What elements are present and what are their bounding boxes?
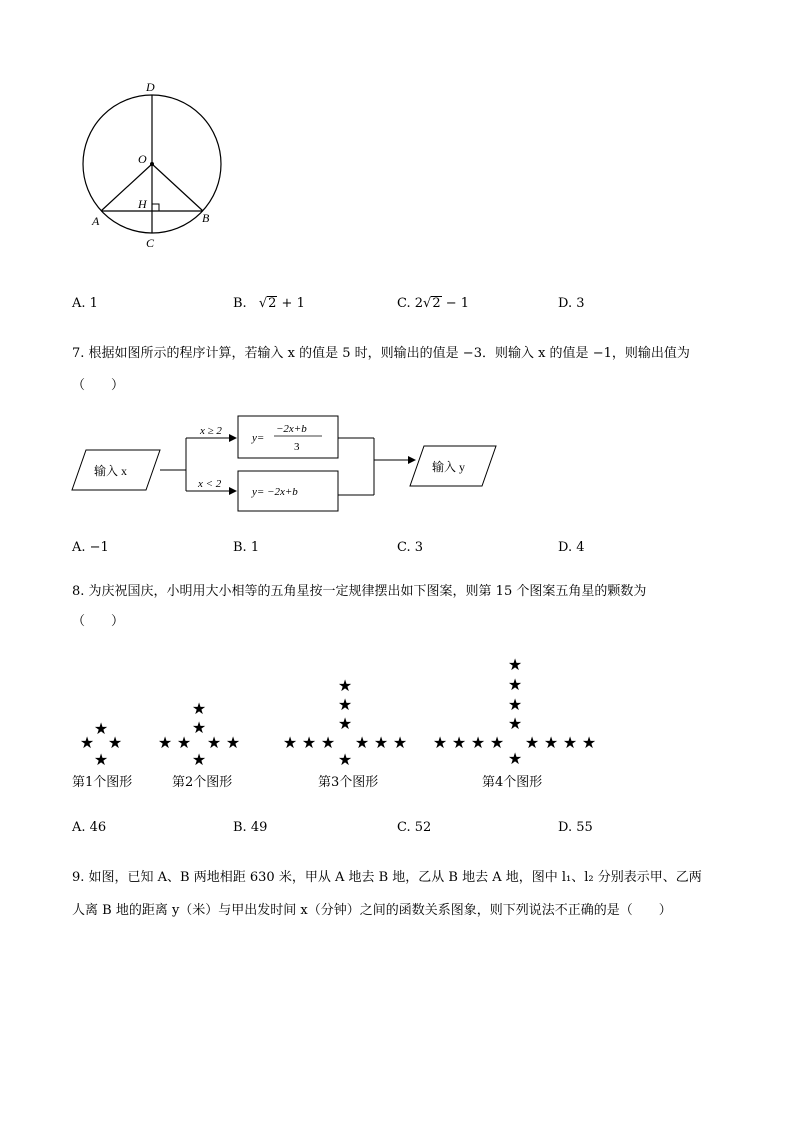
star: ★	[301, 733, 317, 752]
q9-stem-line1: 9. 如图，已知 A、B 两地相距 630 米，甲从 A 地去 B 地，乙从 B 地去 A 地，图中 l₁、l₂ 分别表示甲、乙两	[72, 870, 702, 885]
q6-option-c-suffix: − 1	[445, 296, 470, 311]
star: ★	[373, 733, 389, 752]
q8-option-c[interactable]: C. 52	[397, 820, 432, 835]
label-o: O	[138, 152, 147, 166]
q6-option-b-prefix: B.	[233, 296, 247, 311]
star: ★	[507, 749, 523, 768]
q7-flowchart	[70, 410, 510, 520]
star: ★	[225, 733, 241, 752]
star: ★	[562, 733, 578, 752]
star: ★	[191, 699, 207, 718]
right-angle-mark	[152, 204, 159, 211]
caption-pattern-1: 第1个图形	[72, 775, 133, 790]
star: ★	[507, 675, 523, 694]
star: ★	[489, 733, 505, 752]
input-x-label: 输入 x	[94, 464, 128, 478]
q9-stem-line2: 人离 B 地的距离 y（米）与甲出发时间 x（分钟）之间的函数关系图象，则下列说法不正确的是（ ）	[72, 903, 672, 918]
star: ★	[191, 718, 207, 737]
q6-option-b[interactable]: B. √2 + 1	[233, 296, 305, 311]
star: ★	[93, 719, 109, 738]
label-b: B	[202, 211, 210, 225]
output-y-label: 输入 y	[432, 460, 466, 474]
caption-pattern-4: 第4个图形	[482, 775, 543, 790]
condition-top: x ≥ 2	[200, 425, 222, 437]
label-d: D	[146, 80, 155, 94]
q8-option-b[interactable]: B. 49	[233, 820, 268, 835]
star: ★	[392, 733, 408, 752]
formula-top-numerator: −2x+b	[276, 423, 307, 435]
star: ★	[354, 733, 370, 752]
star: ★	[581, 733, 597, 752]
q6-option-c[interactable]: C. 2√2 − 1	[397, 296, 470, 311]
q6-option-a[interactable]: A. 1	[72, 296, 98, 311]
caption-pattern-2: 第2个图形	[172, 775, 233, 790]
label-c: C	[146, 236, 155, 250]
q6-option-d[interactable]: D. 3	[558, 296, 585, 311]
q6-option-b-suffix: + 1	[281, 296, 305, 311]
q7-option-c[interactable]: C. 3	[397, 540, 424, 555]
star: ★	[320, 733, 336, 752]
star: ★	[337, 750, 353, 769]
star: ★	[282, 733, 298, 752]
star: ★	[337, 714, 353, 733]
q7-option-b[interactable]: B. 1	[233, 540, 260, 555]
q8-stem-line2: （ ）	[72, 614, 125, 629]
q8-option-d[interactable]: D. 55	[558, 820, 593, 835]
star: ★	[524, 733, 540, 752]
formula-top-lhs: y=	[252, 432, 265, 444]
star: ★	[157, 733, 173, 752]
q7-option-d[interactable]: D. 4	[558, 540, 585, 555]
star: ★	[432, 733, 448, 752]
star: ★	[176, 733, 192, 752]
star: ★	[206, 733, 222, 752]
star: ★	[79, 733, 95, 752]
formula-top-denominator: 3	[294, 441, 300, 453]
q6-option-b-radicand: 2	[268, 296, 277, 311]
star: ★	[507, 714, 523, 733]
star: ★	[507, 695, 523, 714]
label-a: A	[92, 214, 100, 228]
center-point	[150, 162, 154, 166]
star: ★	[93, 750, 109, 769]
condition-bottom: x < 2	[198, 478, 222, 490]
star: ★	[337, 695, 353, 714]
formula-bottom: y= −2x+b	[252, 486, 298, 498]
star: ★	[543, 733, 559, 752]
caption-pattern-3: 第3个图形	[318, 775, 379, 790]
label-h: H	[138, 197, 147, 211]
q7-stem-line1: 7. 根据如图所示的程序计算，若输入 x 的值是 5 时，则输出的值是 −3．则输入 x 的值是 −1，则输出值为	[72, 346, 690, 361]
q6-option-c-prefix: C. 2	[397, 296, 424, 311]
q8-option-a[interactable]: A. 46	[72, 820, 107, 835]
star: ★	[337, 676, 353, 695]
star: ★	[470, 733, 486, 752]
star: ★	[191, 750, 207, 769]
q7-option-a[interactable]: A. −1	[72, 540, 109, 555]
radius-ob	[152, 164, 203, 211]
star: ★	[107, 733, 123, 752]
star: ★	[451, 733, 467, 752]
q8-stem-line1: 8. 为庆祝国庆，小明用大小相等的五角星按一定规律摆出如下图案，则第 15 个图案五角星的颗数为	[72, 584, 647, 599]
star: ★	[507, 655, 523, 674]
circle-figure	[70, 75, 240, 255]
q6-option-c-radicand: 2	[432, 296, 441, 311]
q7-stem-line2: （ ）	[72, 378, 125, 393]
